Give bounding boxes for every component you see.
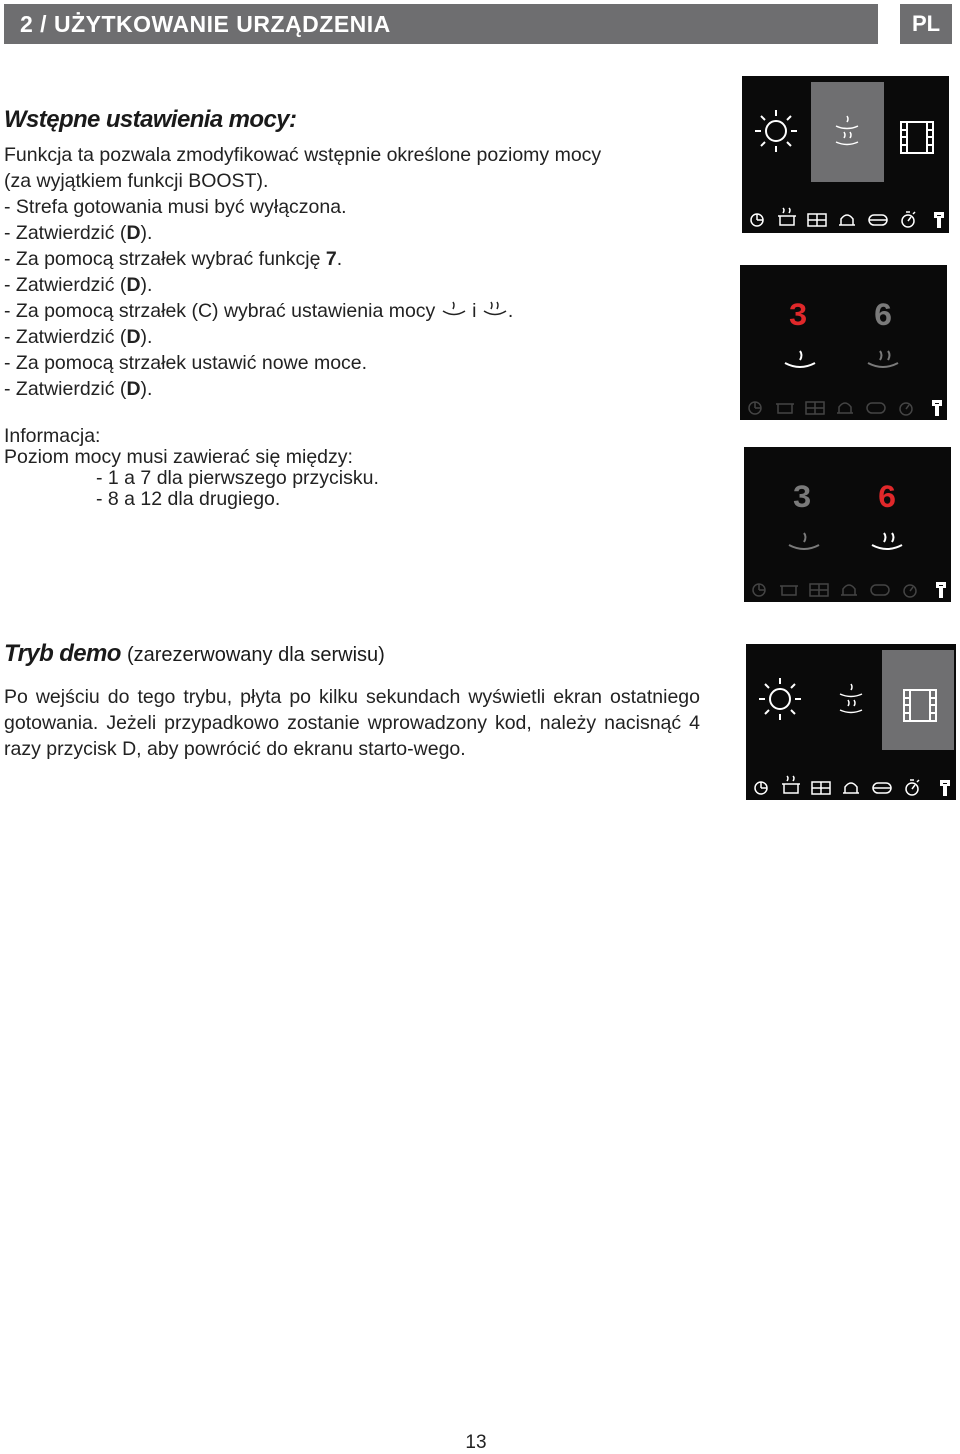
steam-high-icon: [872, 533, 902, 549]
info-item-2: - 8 a 12 dla drugiego.: [96, 488, 281, 510]
key-d: D: [126, 222, 141, 244]
section-title-power-presets: Wstępne ustawienia mocy:: [4, 106, 297, 133]
step-set-power: - Za pomocą strzałek ustawić nowe moce.: [4, 352, 368, 374]
intro-line-1: Funkcja ta pozwala zmodyfikować wstępnie określone poziomy mocy: [4, 144, 602, 166]
confirm-suffix: ).: [140, 378, 153, 400]
bell-icon: [839, 215, 855, 225]
step-confirm: [4, 376, 601, 402]
step-confirm: [4, 272, 601, 298]
key-d: D: [126, 326, 141, 348]
steam-low-icon: [789, 533, 819, 549]
pot-icon: [776, 404, 794, 413]
confirm-prefix: - Zatwierdzić (: [4, 326, 127, 348]
steam-low-icon: [441, 299, 467, 319]
step-select-power: [4, 298, 601, 324]
power-digit-right: 6: [877, 480, 897, 517]
stopwatch-icon: [904, 585, 916, 597]
section-header: 2 / UŻYTKOWANIE URZĄDZENIA: [4, 4, 878, 44]
power-presets-text: [4, 142, 601, 402]
info-line: Poziom mocy musi zawierać się między:: [4, 446, 353, 468]
step-zone-off: - Strefa gotowania musi być wyłączona.: [4, 196, 347, 218]
select-power-and: i: [466, 300, 482, 322]
pot-icon: [780, 586, 798, 595]
film-icon: [901, 122, 933, 153]
grid-icon: [806, 402, 824, 414]
language-badge: PL: [900, 4, 952, 44]
confirm-prefix: - Zatwierdzić (: [4, 378, 127, 400]
function-number: 7: [325, 248, 337, 270]
bell-icon: [843, 783, 859, 793]
info-note: [4, 426, 379, 510]
demo-title: Tryb demo: [4, 640, 121, 667]
display-panel-home-demo: [746, 644, 956, 800]
display-panel-power-second: [744, 447, 951, 602]
pan-icon: [871, 585, 889, 595]
step-confirm: [4, 324, 601, 350]
timer-icon: [749, 402, 761, 414]
display-panel-power-first: [740, 265, 947, 420]
select-power-prefix: - Za pomocą strzałek (C) wybrać ustawienia mocy: [4, 300, 436, 322]
demo-subtitle: (zarezerwowany dla serwisu): [126, 644, 385, 666]
power-digit-right: 6: [873, 298, 893, 335]
steam-high-icon: [482, 299, 508, 319]
stopwatch-icon: [902, 212, 915, 227]
power-digit-left: 3: [792, 480, 812, 517]
wrench-icon: [932, 400, 942, 416]
select-function-suffix: .: [336, 248, 343, 270]
timer-icon: [751, 214, 763, 226]
pan-icon: [873, 783, 891, 793]
key-d: D: [126, 378, 141, 400]
info-label: Informacja:: [4, 425, 101, 447]
wrench-icon: [940, 780, 950, 796]
step-select-function: [4, 246, 601, 272]
select-function-prefix: - Za pomocą strzałek wybrać funkcję: [4, 248, 326, 270]
timer-icon: [755, 782, 767, 794]
confirm-prefix: - Zatwierdzić (: [4, 274, 127, 296]
bell-icon: [837, 403, 853, 413]
pan-icon: [869, 215, 887, 225]
confirm-suffix: ).: [140, 222, 153, 244]
stopwatch-icon: [900, 403, 912, 415]
display-panel-home-steam: [742, 76, 949, 233]
steam-high-icon: [868, 351, 898, 367]
pot-icon: [778, 208, 796, 225]
confirm-prefix: - Zatwierdzić (: [4, 222, 127, 244]
power-digit-left: 3: [788, 298, 808, 335]
pot-icon: [782, 776, 800, 793]
bell-icon: [841, 585, 857, 595]
pan-icon: [867, 403, 885, 413]
wrench-icon: [936, 582, 946, 598]
confirm-suffix: ).: [140, 274, 153, 296]
page-number: 13: [465, 1432, 487, 1453]
key-d: D: [126, 274, 141, 296]
sun-icon: [759, 678, 801, 720]
steam-multi-icon: [840, 684, 862, 713]
intro-line-2: (za wyjątkiem funkcji BOOST).: [4, 170, 269, 192]
steam-low-icon: [785, 351, 815, 367]
selection-highlight: [811, 82, 884, 182]
section-title-demo-mode: [4, 640, 385, 668]
confirm-suffix: ).: [140, 326, 153, 348]
sun-icon: [755, 110, 797, 152]
grid-icon: [808, 214, 826, 226]
grid-icon: [810, 584, 828, 596]
timer-icon: [753, 584, 765, 596]
stopwatch-icon: [906, 780, 919, 795]
info-item-1: - 1 a 7 dla pierwszego przycisku.: [96, 467, 379, 489]
step-confirm: [4, 220, 601, 246]
selection-highlight: [882, 650, 954, 750]
demo-description: Po wejściu do tego trybu, płyta po kilku sekundach wyświetli ekran ostatniego gotowania. Jeżeli przypadkowo zostanie wprowadzony kod, należy nacisnąć 4 razy przycisk D, aby powrócić do ekranu starto-wego.: [4, 686, 700, 760]
grid-icon: [812, 782, 830, 794]
wrench-icon: [934, 212, 944, 228]
select-power-suffix: .: [507, 300, 514, 322]
